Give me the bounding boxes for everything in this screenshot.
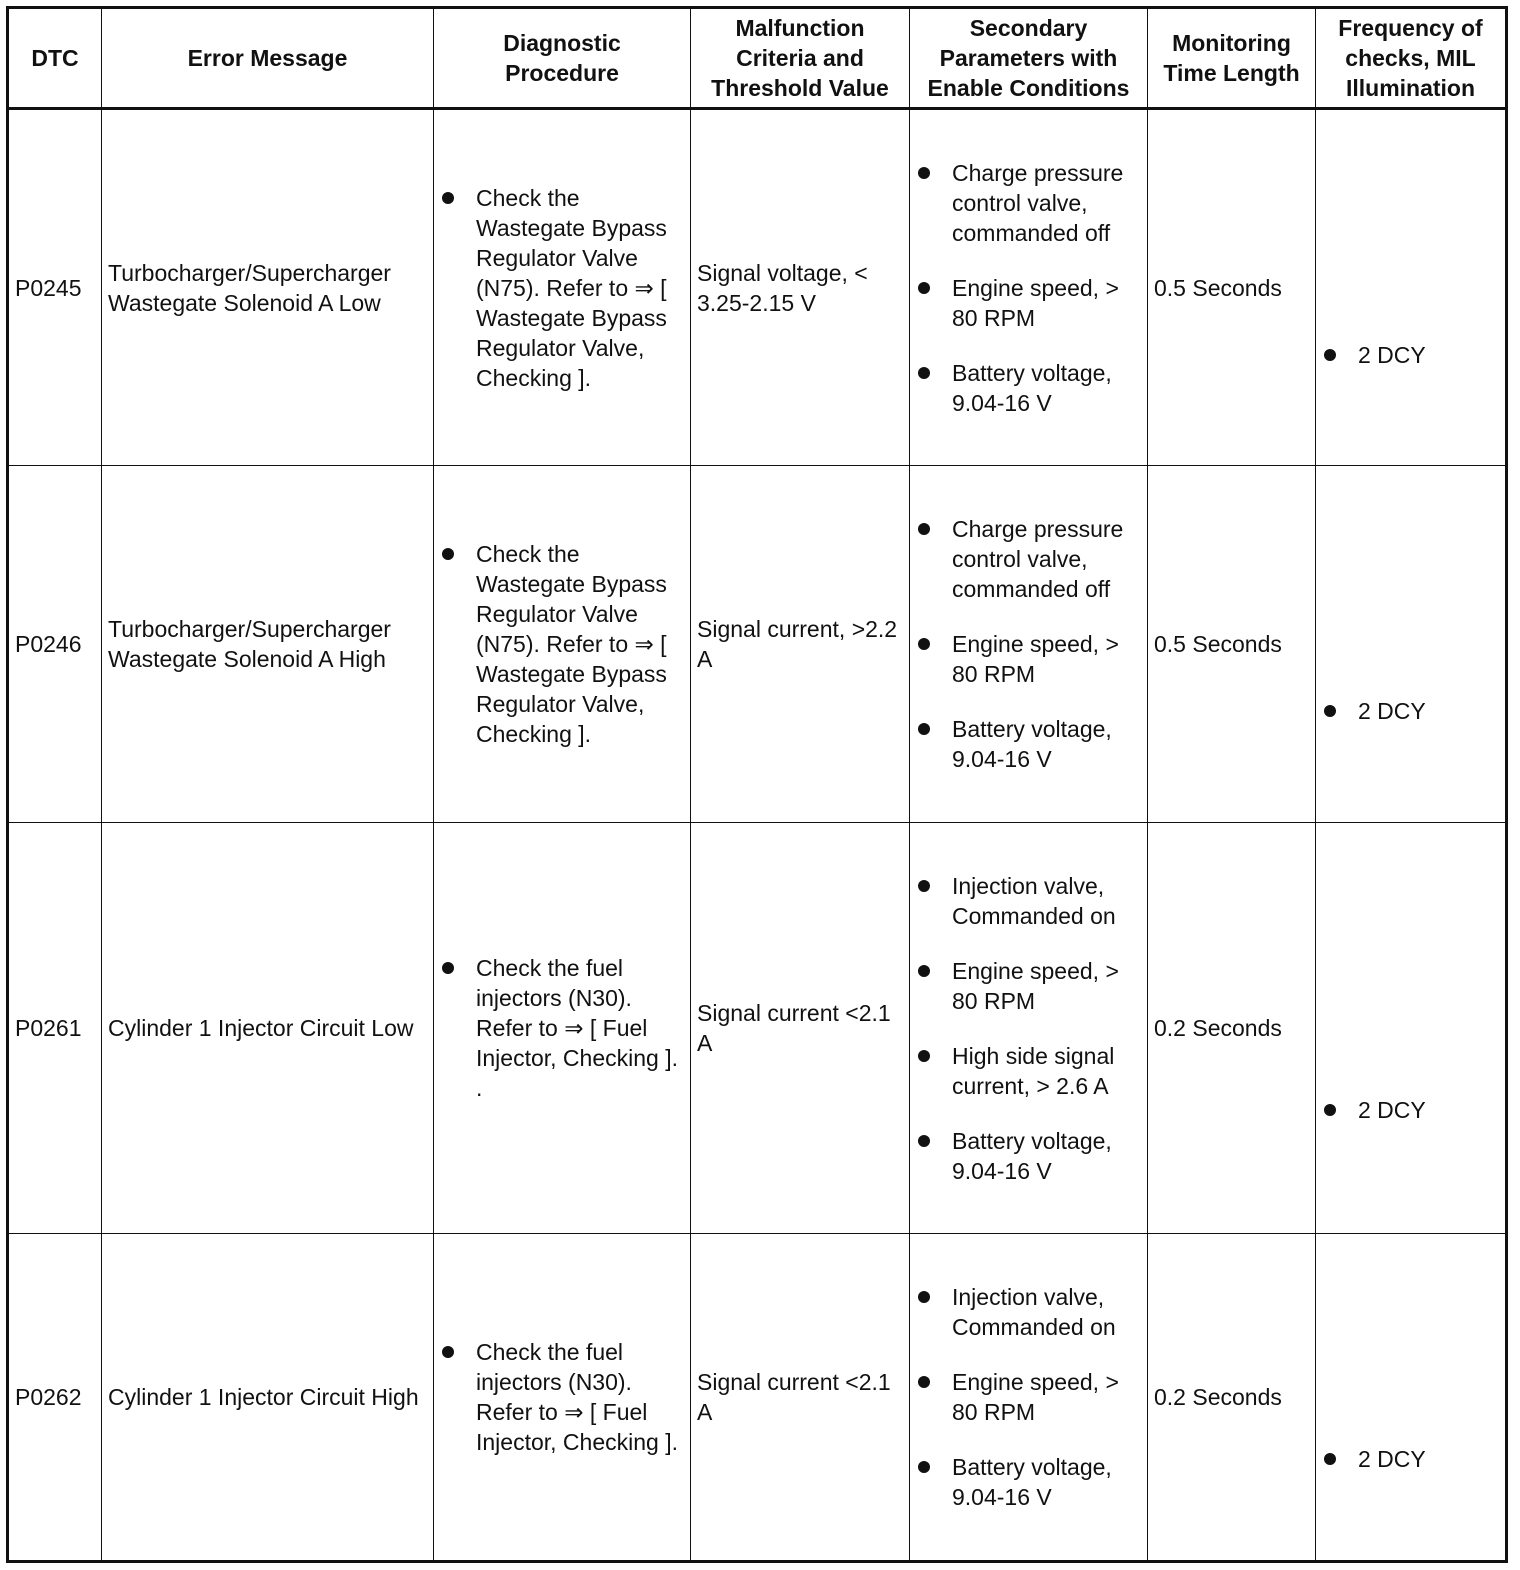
header-diagnostic-procedure: Diagnostic Procedure	[434, 8, 691, 109]
secondary-parameters-list	[916, 1282, 1141, 1512]
table-header	[8, 8, 1507, 109]
dtc-code: P0262	[8, 1234, 102, 1562]
error-message: Cylinder 1 Injector Circuit Low	[102, 823, 434, 1234]
secondary-parameters-list	[916, 158, 1141, 418]
dtc-code: P0246	[8, 466, 102, 823]
secondary-parameter: Engine speed, > 80 RPM	[916, 1367, 1141, 1427]
frequency-cell	[1316, 823, 1507, 1234]
header-row	[8, 8, 1507, 109]
diagnostic-procedure-cell	[434, 466, 691, 823]
header-dtc: DTC	[8, 8, 102, 109]
secondary-parameters-cell	[910, 109, 1148, 466]
diagnostic-procedure: Check the Wastegate Bypass Regulator Valve (N75). Refer to ⇒ [ Wastegate Bypass Regulator Valve, Checking ].	[440, 539, 684, 749]
header-monitoring-time: Monitoring Time Length	[1148, 8, 1316, 109]
diagnostic-procedure-list	[440, 183, 684, 393]
header-secondary-parameters: Secondary Parameters with Enable Conditions	[910, 8, 1148, 109]
header-error-message: Error Message	[102, 8, 434, 109]
diagnostic-procedure-cell	[434, 109, 691, 466]
secondary-parameters-cell	[910, 466, 1148, 823]
diagnostic-procedure-cell	[434, 823, 691, 1234]
table-row	[8, 823, 1507, 1234]
frequency-list	[1322, 1444, 1499, 1474]
error-message: Turbocharger/Supercharger Wastegate Solenoid A High	[102, 466, 434, 823]
frequency: 2 DCY	[1322, 1444, 1499, 1474]
secondary-parameter: Engine speed, > 80 RPM	[916, 956, 1141, 1016]
secondary-parameter: Engine speed, > 80 RPM	[916, 273, 1141, 333]
diagnostic-procedure: Check the fuel injectors (N30). Refer to ⇒ [ Fuel Injector, Checking ]. .	[440, 953, 684, 1103]
secondary-parameter: Charge pressure control valve, commanded off	[916, 158, 1141, 248]
frequency-cell	[1316, 109, 1507, 466]
malfunction-criteria: Signal current, >2.2 A	[691, 466, 910, 823]
secondary-parameters-list	[916, 871, 1141, 1186]
dtc-code: P0261	[8, 823, 102, 1234]
secondary-parameter: Engine speed, > 80 RPM	[916, 629, 1141, 689]
monitoring-time: 0.5 Seconds	[1148, 466, 1316, 823]
frequency: 2 DCY	[1322, 696, 1499, 726]
diagnostic-procedure-list	[440, 953, 684, 1103]
error-message: Turbocharger/Supercharger Wastegate Solenoid A Low	[102, 109, 434, 466]
frequency-cell	[1316, 466, 1507, 823]
diagnostic-procedure: Check the Wastegate Bypass Regulator Valve (N75). Refer to ⇒ [ Wastegate Bypass Regulator Valve, Checking ].	[440, 183, 684, 393]
monitoring-time: 0.5 Seconds	[1148, 109, 1316, 466]
dtc-table	[6, 6, 1508, 1563]
header-frequency: Frequency of checks, MIL Illumination	[1316, 8, 1507, 109]
malfunction-criteria: Signal current <2.1 A	[691, 823, 910, 1234]
monitoring-time: 0.2 Seconds	[1148, 1234, 1316, 1562]
diagnostic-procedure-cell	[434, 1234, 691, 1562]
secondary-parameter: Battery voltage, 9.04-16 V	[916, 714, 1141, 774]
secondary-parameters-list	[916, 514, 1141, 774]
dtc-code: P0245	[8, 109, 102, 466]
secondary-parameter: Injection valve, Commanded on	[916, 871, 1141, 931]
table-row	[8, 109, 1507, 466]
secondary-parameter: Charge pressure control valve, commanded off	[916, 514, 1141, 604]
malfunction-criteria: Signal current <2.1 A	[691, 1234, 910, 1562]
secondary-parameter: Battery voltage, 9.04-16 V	[916, 1126, 1141, 1186]
secondary-parameters-cell	[910, 1234, 1148, 1562]
frequency: 2 DCY	[1322, 340, 1499, 370]
frequency: 2 DCY	[1322, 1095, 1499, 1125]
table-row	[8, 1234, 1507, 1562]
table-row	[8, 466, 1507, 823]
frequency-list	[1322, 696, 1499, 726]
frequency-list	[1322, 1095, 1499, 1125]
diagnostic-procedure-list	[440, 539, 684, 749]
malfunction-criteria: Signal voltage, < 3.25-2.15 V	[691, 109, 910, 466]
frequency-list	[1322, 340, 1499, 370]
secondary-parameter: Injection valve, Commanded on	[916, 1282, 1141, 1342]
diagnostic-procedure: Check the fuel injectors (N30). Refer to ⇒ [ Fuel Injector, Checking ].	[440, 1337, 684, 1457]
monitoring-time: 0.2 Seconds	[1148, 823, 1316, 1234]
error-message: Cylinder 1 Injector Circuit High	[102, 1234, 434, 1562]
frequency-cell	[1316, 1234, 1507, 1562]
header-malfunction-criteria: Malfunction Criteria and Threshold Value	[691, 8, 910, 109]
secondary-parameter: Battery voltage, 9.04-16 V	[916, 1452, 1141, 1512]
table-body	[8, 109, 1507, 1562]
secondary-parameters-cell	[910, 823, 1148, 1234]
secondary-parameter: Battery voltage, 9.04-16 V	[916, 358, 1141, 418]
secondary-parameter: High side signal current, > 2.6 A	[916, 1041, 1141, 1101]
diagnostic-procedure-list	[440, 1337, 684, 1457]
